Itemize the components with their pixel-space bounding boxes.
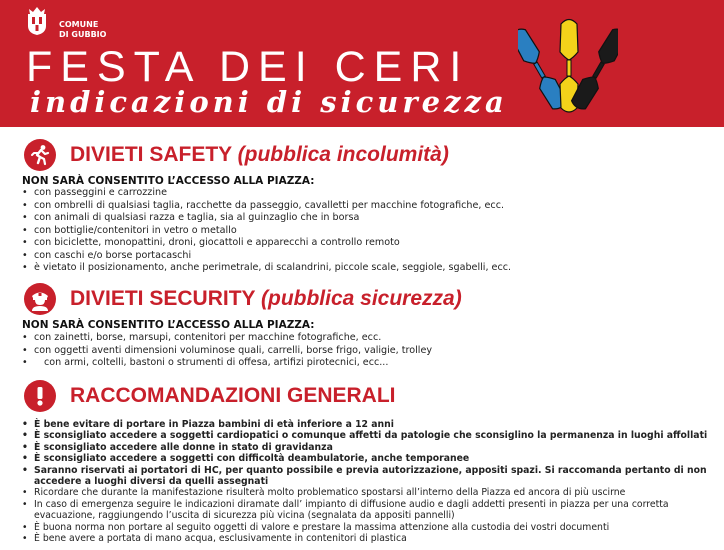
safety-title: DIVIETI SAFETY (pubblica incolumità) [70,143,449,166]
list-item: • È sconsigliato accedere alle donne in stato di gravidanza [22,442,712,453]
list-item: • È sconsigliato accedere a soggetti cardiopatici o comunque affetti da patologie che sconsiglino la permanenza in luoghi affollati [22,430,712,441]
running-person-icon [24,139,56,171]
list-item: • È bene avere a portata di mano acqua, esclusivamente in contenitori di plastica [22,533,712,544]
list-item: • Saranno riservati ai portatori di HC, per quanto possibile e previa autorizzazione, appositi spazi. Si raccomanda pertanto di non accedere a luoghi diversi da quelli assegnati [22,465,712,488]
safety-lead: NON SARÀ CONSENTITO L’ACCESSO ALLA PIAZZA: [22,175,315,187]
page-subtitle: indicazioni di sicurezza [30,85,508,119]
safety-section-header [24,139,449,171]
list-item: • È buona norma non portare al seguito oggetti di valore e prestare la massima attenzione alla custodia dei vostri documenti [22,522,712,533]
list-item: • con passeggini e carrozzine [22,187,712,200]
gubbio-crest-icon [26,6,48,36]
list-item: • È bene evitare di portare in Piazza bambini di età inferiore a 12 anni [22,419,712,430]
list-item: • con animali di qualsiasi razza e taglia, sia al guinzaglio che in borsa [22,212,712,225]
list-item: • con caschi e/o borse portacaschi [22,250,712,263]
list-item: • È sconsigliato accedere a soggetti con difficoltà deambulatorie, anche temporanee [22,453,712,464]
general-list [22,419,712,544]
comune-label: COMUNE DI GUBBIO [59,20,107,39]
general-title: RACCOMANDAZIONI GENERALI [70,384,396,407]
list-item: • In caso di emergenza seguire le indicazioni diramate dall’ impianto di diffusione audio e dagli addetti presenti in piazza per una corretta evacuazione, raggiungendo l’uscita di sicurezza più vicina (segnalata da appositi pannelli) [22,499,712,522]
list-item: • con oggetti aventi dimensioni voluminose quali, carrelli, borse frigo, valigie, trolley [22,345,712,358]
security-section-header [24,283,462,315]
page-title: FESTA DEI CERI [26,43,470,91]
list-item: • con zainetti, borse, marsupi, contenitori per macchine fotografiche, ecc. [22,332,712,345]
list-item: • con biciclette, monopattini, droni, giocattoli e apparecchi a controllo remoto [22,237,712,250]
security-lead: NON SARÀ CONSENTITO L’ACCESSO ALLA PIAZZA: [22,319,315,331]
safety-list [22,187,712,275]
header-banner [0,0,724,127]
ceri-logo-icon [518,16,618,116]
security-list [22,332,712,370]
list-item: • con ombrelli di qualsiasi taglia, racchette da passeggio, cavalletti per macchine fotografiche, ecc. [22,200,712,213]
list-item: • è vietato il posizionamento, anche perimetrale, di scalandrini, piccole scale, seggiole, sgabelli, ecc. [22,262,712,275]
general-section-header [24,380,396,412]
security-title: DIVIETI SECURITY (pubblica sicurezza) [70,287,462,310]
list-item: • Ricordare che durante la manifestazione risulterà molto problematico spostarsi all’interno della Piazza ed ancora di più uscirne [22,487,712,498]
list-item: • con armi, coltelli, bastoni o strumenti di offesa, artifizi pirotecnici, ecc... [22,357,712,370]
police-officer-icon [24,283,56,315]
list-item: • con bottiglie/contenitori in vetro o metallo [22,225,712,238]
exclamation-icon [24,380,56,412]
